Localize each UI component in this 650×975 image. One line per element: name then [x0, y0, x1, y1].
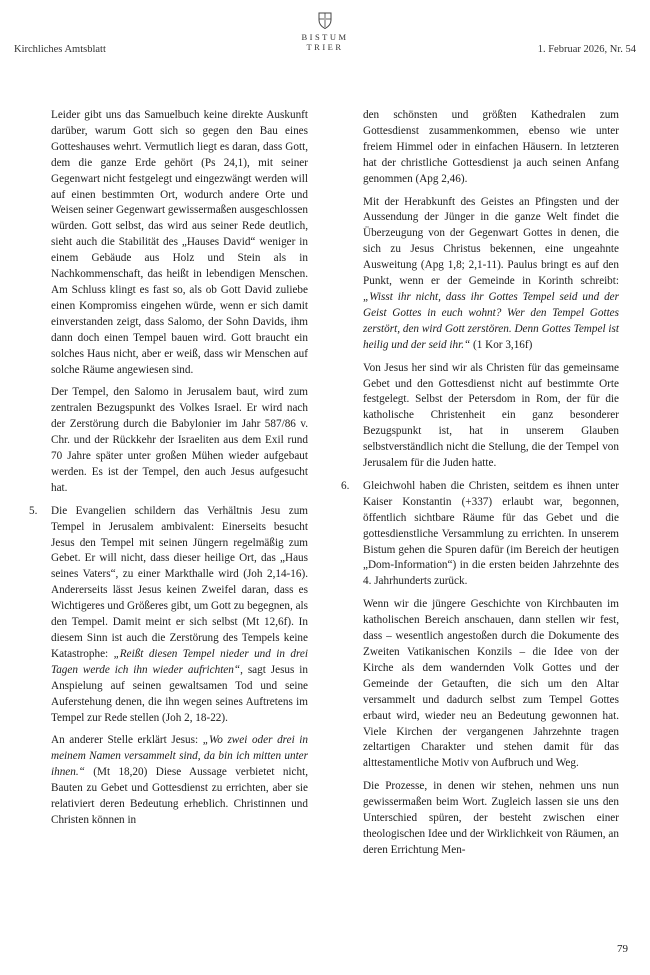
- paragraph: [51, 733, 308, 828]
- text-run: Gleichwohl haben die Christen, seitdem es ihnen unter Kaiser Konstantin (+337) erlaubt war, begonnen, öffentlich sichtbare Räume für das Gebet und die gottesdienstliche Versammlung zu errichten. In unserem Bistum gehen die Spuren dafür (im Bereich der heutigen „Dom-Information“) in die ersten beiden Jahrzehnte des 4. Jahrhunderts zurück.: [363, 479, 619, 588]
- right-column: [341, 108, 619, 866]
- coat-of-arms-icon: [318, 12, 332, 29]
- text-run: An anderer Stelle erklärt Jesus:: [51, 734, 203, 747]
- bible-quote: „Wo zwei oder drei in meinem Namen versammelt sind, da bin ich mitten unter ihnen.“: [51, 734, 309, 779]
- text-run: (1 Kor 3,16f): [470, 338, 533, 351]
- text-run: , sagt Jesus in Anspielung auf seinen gewaltsamen Tod und seine Auferstehung denen, die ihn wegen seines Auftretens im Tempel zur Rede stellen (Joh 2, 18-22).: [51, 663, 308, 724]
- section-number: 5.: [29, 504, 38, 517]
- paragraph: Wenn wir die jüngere Geschichte von Kirchbauten im katholischen Bereich anschauen, dann stellen wir fest, dass – wesentlich angestoßen durch die Dokumente des Zweiten Vatikanischen Konzils – die Idee von der Kirche als dem wandernden Volk Gottes und der Gemeinde der Getauften, die sich um den Altar versammelt und dadurch selbst zum Tempel Gottes erbaut wird, wieder neu an Bedeutung gewonnen hat. Viele Kirchen der vergangenen Jahrzehnte tragen zeltartigen Charakter und stehen damit für das alttestamentliche Motiv von Aufbruch und Weg.: [363, 598, 619, 770]
- bible-quote: „Wisst ihr nicht, dass ihr Gottes Tempel seid und der Geist Gottes in euch wohnt? Wer den Tempel Gottes zerstört, den wird Gott zerstören. Denn Gottes Tempel ist heilig und der seid ihr.“: [363, 290, 619, 351]
- logo-text-trier: TRIER: [306, 42, 344, 52]
- paragraph: Leider gibt uns das Samuelbuch keine direkte Auskunft darüber, warum Gott sich so gegen den Bau eines Gotteshauses wehrt. Vermutlich liegt es daran, dass Gott, dem die ganze Erde gehört (Ps 24,1), mit seiner Gegenwart nicht festgelegt und eingezwängt werden will auf einen bestimmten Ort, wodurch andere Orte und Weisen seiner Gegenwart gewissermaßen ausgeschlossen würden. Gott selbst, das wird aus seiner Rede deutlich, sieht auch die Stabilität des „Hauses David“ weniger in einem Gebäude aus Holz und Stein als in Nachkommenschaft, das heißt in lebendigen Menschen. Am Schluss klingt es fast so, als ob Gott David zuliebe einen Kompromiss eingehen würde, wenn er sich damit einverstanden zeigt, dass Salomo, der Sohn Davids, ihm dann doch einen Tempel bauen wird. Gott braucht ein solches Haus nicht, aber er weiß, dass wir Menschen auf solche Räume angewiesen sind.: [51, 109, 308, 376]
- text-run: Mit der Herabkunft des Geistes an Pfingsten und der Aussendung der Jünger in die ganze Welt findet die Überzeugung von der Gegenwart Gottes in denen, die sich zu Jesus Christus bekennen, eine ungeahnte Ausweitung (Apg 1,8; 2,1-11). Paulus bringt es auf den Punkt, wenn er der Gemeinde in Korinth schreibt:: [363, 195, 619, 288]
- bible-quote: „Reißt diesen Tempel nieder und in drei Tagen werde ich ihn wieder aufrichten“: [51, 647, 308, 676]
- issue-date: 1. Februar 2026, Nr. 54: [537, 44, 636, 55]
- numbered-section-6: [341, 479, 619, 590]
- numbered-section-5: [29, 504, 308, 727]
- text-run: Die Evangelien schildern das Verhältnis Jesu zum Tempel in Jerusalem ambivalent: Einerseits besucht Jesus den Tempel mit seinen Jüngern regelmäßig zum Gebet. Er will nicht, dass dieser heilige Ort, das „Haus seines Vaters“, zu einer Markthalle wird (Joh 2,14-16). Andererseits lässt Jesus keinen Zweifel daran, dass es Wichtigeres und Größeres gibt, um Gott zu begegnen, als den Tempel. Damit meint er sich selbst (Mt 12,6f). In diesem Sinn ist auch die Zerstörung des Tempels keine Katastrophe:: [51, 504, 308, 660]
- diocese-logo: [294, 12, 356, 52]
- paragraph: Der Tempel, den Salomo in Jerusalem baut, wird zum zentralen Bezugspunkt des Volkes Israel. Er wird nach der Zerstörung durch die Babylonier im Jahr 587/86 v. Chr. und der Rückkehr der Israeliten aus dem Exil rund 70 Jahre später unter großen Mühen wieder aufgebaut werden. Es ist der Tempel, den auch Jesus aufgesucht hat.: [51, 386, 308, 494]
- section-number: 6.: [341, 479, 350, 492]
- paragraph: Die Prozesse, in denen wir stehen, nehmen uns nun gewissermaßen beim Wort. Zugleich lassen sie uns den Unterschied spüren, der besteht zwischen einer theologischen Idee und der Wirklichkeit von Räumen, an deren Errichtung Men-: [363, 780, 619, 856]
- text-run: (Mt 18,20) Diese Aussage verbietet nicht, Bauten zu Gebet und Gottesdienst zu errichten, aber sie relativiert deren Bedeutung erheblich. Christinnen und Christen können in: [51, 766, 308, 826]
- page-number: 79: [617, 943, 628, 955]
- paragraph: den schönsten und größten Kathedralen zum Gottesdienst zusammenkommen, ebenso wie unter freiem Himmel oder in einfachen Häusern. In letzteren hat der christliche Gottesdienst ja auch seinen Anfang genommen (Apg 2,46).: [363, 109, 619, 185]
- paragraph: [363, 195, 619, 354]
- left-column: [29, 108, 309, 836]
- paragraph: Von Jesus her sind wir als Christen für das gemeinsame Gebet und den Gottesdienst nicht auf bestimmte Orte festgelegt. Selbst der Petersdom in Rom, der für die katholische Christenheit ein ganz besonderer Bezugspunkt ist, hat in unserem Glauben selbstverständlich nicht die Stellung, die der Tempel von Jerusalem für die Juden hatte.: [363, 361, 619, 470]
- publication-title: Kirchliches Amtsblatt: [14, 44, 106, 55]
- logo-text-bistum: BISTUM: [301, 32, 349, 42]
